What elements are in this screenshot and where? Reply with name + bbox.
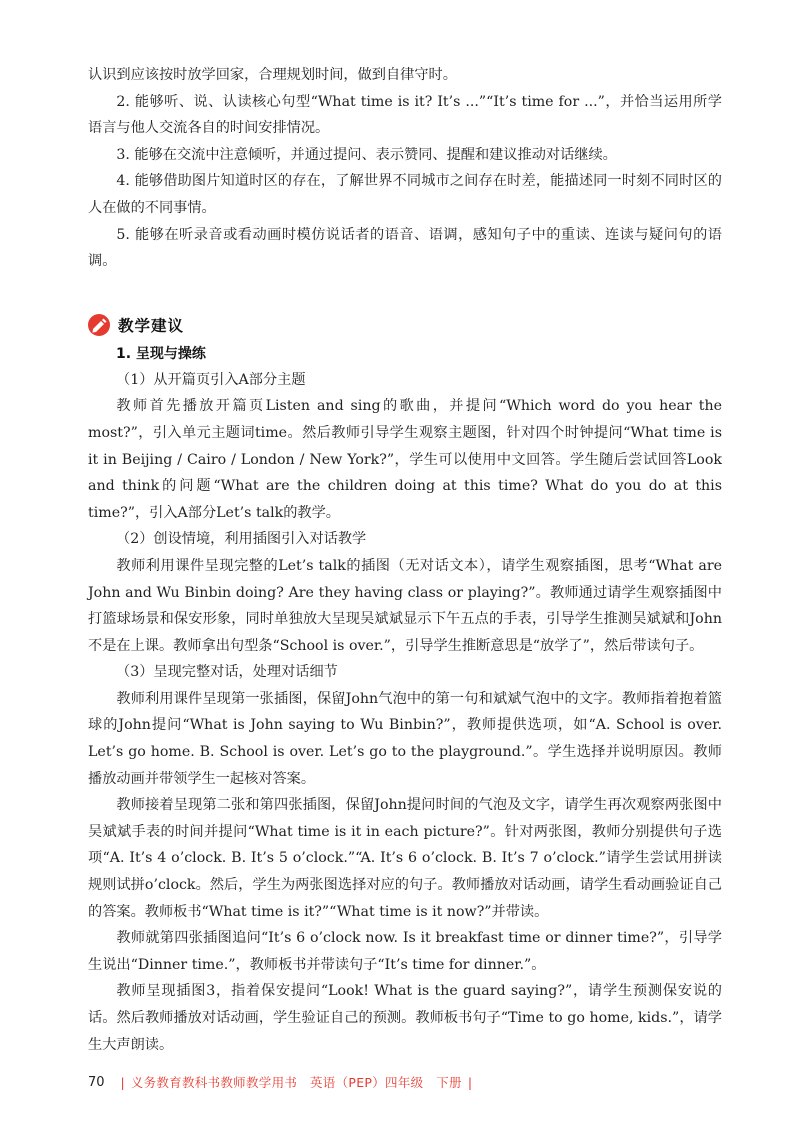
footer-separator-left: | (120, 1074, 125, 1090)
part-2-paragraph: 教师利用课件呈现完整的Let’s talk的插图（无对话文本），请学生观察插图，思考“What are John and Wu Binbin doing? Are they having class or playing?”。教师通过请学生观察插图中打篮球场景和保安形象，同时单独放大呈现吴斌斌显示下午五点的手表，引导学生推测吴斌斌和John不是在上课。教师拿出句型条“School is over.”，引导学生推断意思是“放学了”，然后带读句子。 (88, 557, 722, 654)
intro-paragraph-3: 3. 能够在交流中注意倾听，并通过提问、表示赞同、提醒和建议推动对话继续。 (116, 146, 617, 163)
part-3-heading: （3）呈现完整对话，处理对话细节 (116, 664, 338, 681)
intro-paragraph-5: 5. 能够在听录音或看动画时模仿说话者的语音、语调，感知句子中的重读、连读与疑问句的语调。 (88, 226, 722, 270)
part-3-paragraph-4: 教师呈现插图3，指着保安提问“Look! What is the guard saying?”，请学生预测保安说的话。然后教师播放对话动画，学生验证自己的预测。教师板书句子“Time to go home, kids.”，请学生大声朗读。 (88, 983, 722, 1053)
part-1-paragraph: 教师首先播放开篇页Listen and sing的歌曲，并提问“Which word do you hear the most?”，引入单元主题词time。然后教师引导学生观察主题图，针对四个时钟提问“What time is it in Beijing / Cairo / London / New York?”，学生可以使用中文回答。学生随后尝试回答Look and think的问题“What are the children doing at this time? What do you do at this time?”，引入A部分Let’s talk的教学。 (88, 398, 722, 521)
page-footer (88, 1072, 478, 1092)
page-content (88, 62, 722, 1058)
intro-paragraph-2: 2. 能够听、说、认读核心句型“What time is it? It’s ...”“It’s time for ...”，并恰当运用所学语言与他人交流各自的时间安排情况。 (88, 93, 722, 137)
section-header (88, 309, 722, 341)
part-3-paragraph-3: 教师就第四张插图追问“It’s 6 o’clock now. Is it breakfast time or dinner time?”，引导学生说出“Dinner time.”，教师板书并带读句子“It’s time for dinner.”。 (88, 930, 722, 973)
book-title: 义务教育教科书教师教学用书 英语（PEP）四年级 下册 (130, 1075, 462, 1090)
part-3-paragraph-1: 教师利用课件呈现第一张插图，保留John气泡中的第一句和斌斌气泡中的文字。教师指着抱着篮球的John提问“What is John saying to Wu Binbin?”，教师提供选项，如“A. School is over. Let’s go home. B. School is over. Let’s go to the playground.”。学生选择并说明原因。教师播放动画并带领学生一起核对答案。 (88, 690, 722, 787)
footer-separator-right: | (467, 1074, 473, 1090)
intro-paragraph-4: 4. 能够借助图片知道时区的存在，了解世界不同城市之间存在时差，能描述同一时刻不同时区的人在做的不同事情。 (88, 173, 722, 216)
pencil-icon (88, 314, 110, 336)
page-number: 70 (88, 1074, 105, 1090)
section-title: 教学建议 (118, 316, 185, 335)
subheading: 1. 呈现与操练 (116, 345, 206, 362)
part-3-paragraph-2: 教师接着呈现第二张和第四张插图，保留John提问时间的气泡及文字，请学生再次观察两张图中吴斌斌手表的时间并提问“What time is it in each picture?”。针对两张图，教师分别提供句子选项“A. It’s 4 o’clock. B. It’s 5 o’clock.”“A. It’s 6 o’clock. B. It’s 7 o’clock.”请学生尝试用拼读规则试拼o’clock。然后，学生为两张图选择对应的句子。教师播放对话动画，请学生看动画验证自己的答案。教师板书“What time is it?”“What time is it now?”并带读。 (88, 797, 722, 920)
part-2-heading: （2）创设情境，利用插图引入对话教学 (116, 531, 367, 548)
intro-paragraph-1: 认识到应该按时放学回家，合理规划时间，做到自律守时。 (88, 67, 457, 83)
part-1-heading: （1）从开篇页引入A部分主题 (116, 371, 306, 388)
